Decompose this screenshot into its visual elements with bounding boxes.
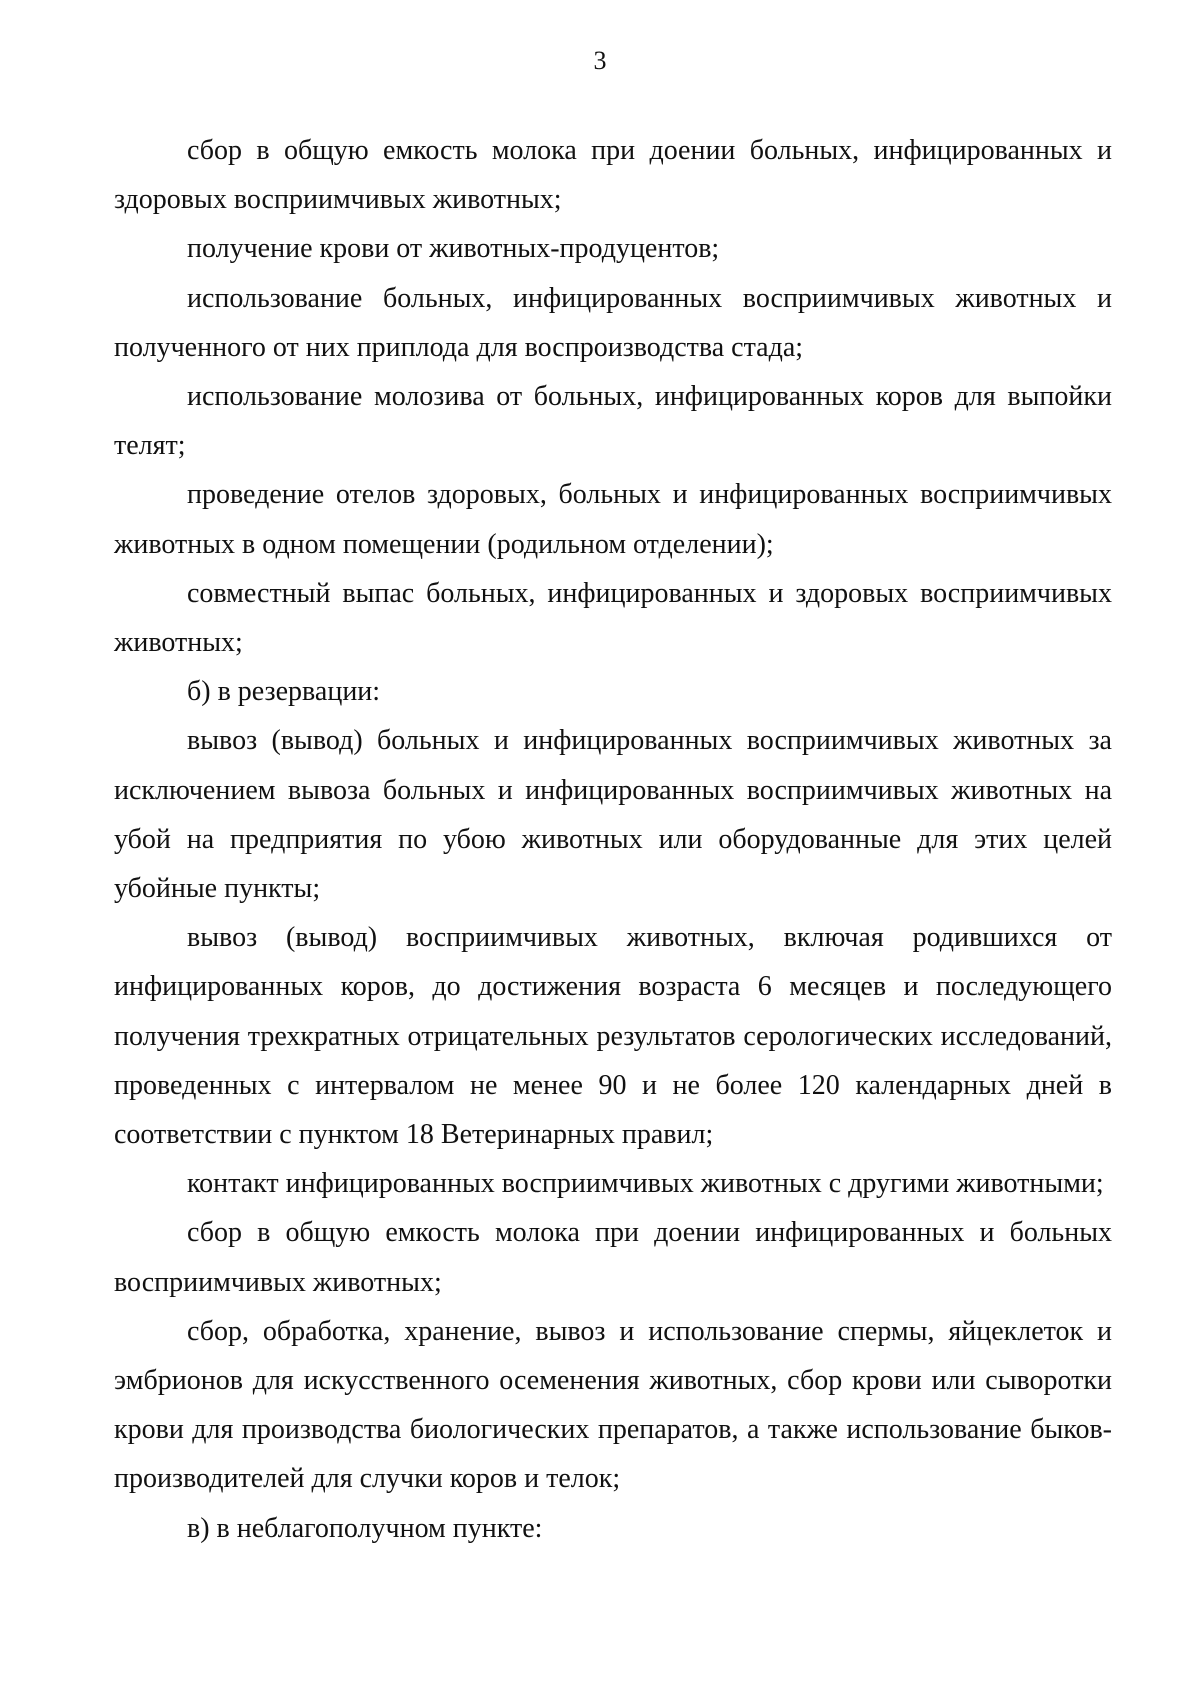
- section-heading-b: б) в резервации:: [187, 676, 381, 708]
- paragraph: совместный выпас больных, инфицированных и здоровых восприимчивых животных;: [114, 577, 1112, 659]
- paragraph: сбор в общую емкость молока при доении инфицированных и больных восприимчивых животных;: [114, 1217, 1112, 1298]
- paragraph: сбор, обработка, хранение, вывоз и использование спермы, яйцеклеток и эмбрионов для искусственного осеменения животных, сбор крови или сыворотки крови для производства биологических препаратов, а также использование быков-производителей для случки коров и телок;: [114, 1315, 1112, 1495]
- paragraph: получение крови от животных-продуцентов;: [187, 233, 720, 265]
- document-body: [114, 126, 1112, 1553]
- paragraph: использование больных, инфицированных восприимчивых животных и полученного от них приплода для воспроизводства стада;: [114, 282, 1112, 363]
- paragraph: вывоз (вывод) восприимчивых животных, включая родившихся от инфицированных коров, до достижения возраста 6 месяцев и последующего получения трехкратных отрицательных результатов серологических исследований, проведенных с интервалом не менее 90 и не более 120 календарных дней в соответствии с пунктом 18 Ветеринарных правил;: [114, 922, 1112, 1151]
- section-heading-v: в) в неблагополучном пункте:: [187, 1512, 543, 1544]
- paragraph: сбор в общую емкость молока при доении больных, инфицированных и здоровых восприимчивых животных;: [114, 135, 1112, 216]
- page-number: 3: [593, 46, 607, 75]
- paragraph: вывоз (вывод) больных и инфицированных восприимчивых животных за исключением вывоза больных и инфицированных восприимчивых животных на убой на предприятия по убою животных или оборудованные для этих целей убойные пункты;: [114, 725, 1112, 905]
- paragraph: контакт инфицированных восприимчивых животных с другими животными;: [187, 1168, 1104, 1200]
- paragraph: проведение отелов здоровых, больных и инфицированных восприимчивых животных в одном помещении (родильном отделении);: [114, 479, 1112, 560]
- paragraph: использование молозива от больных, инфицированных коров для выпойки телят;: [114, 381, 1112, 462]
